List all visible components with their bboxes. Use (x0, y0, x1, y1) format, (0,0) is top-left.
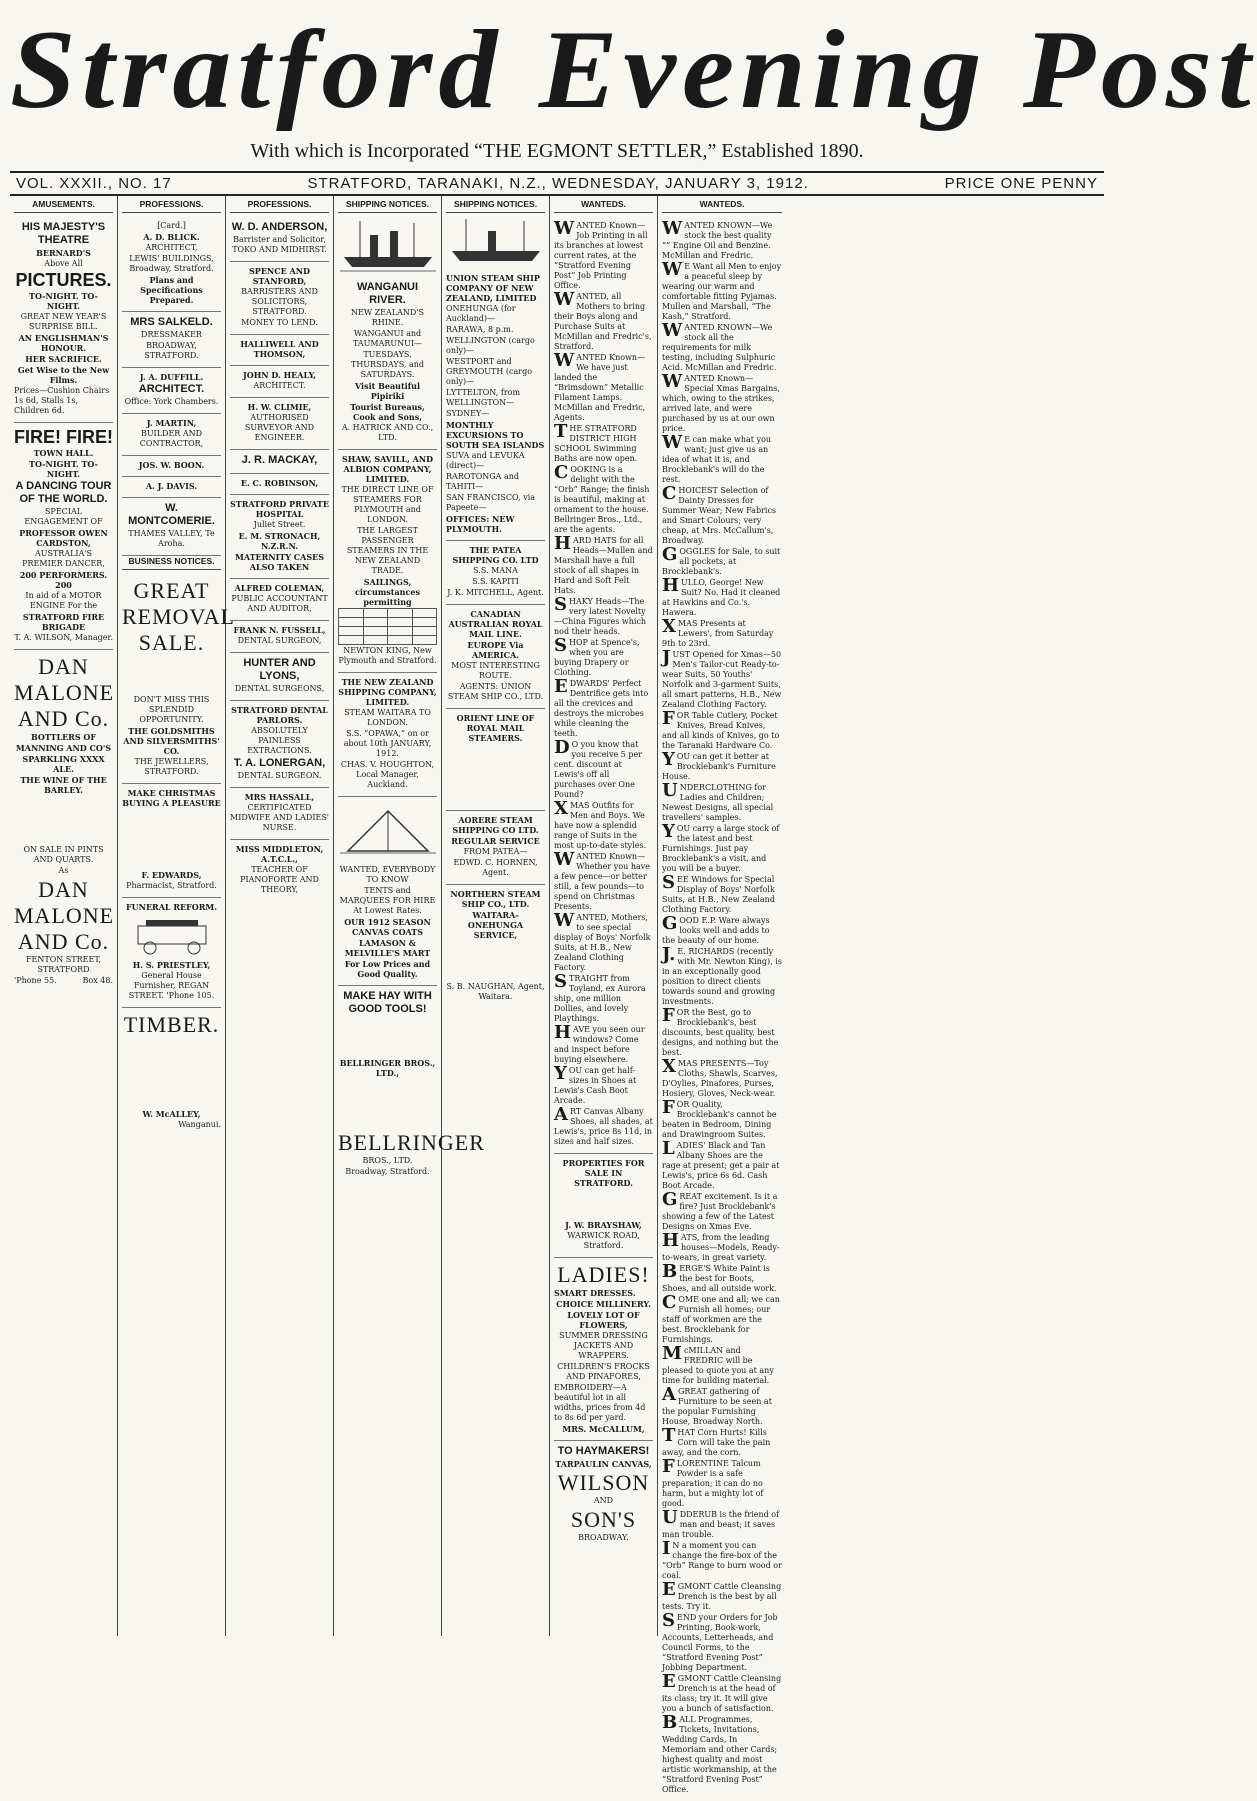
ad-headline: GREAT (133, 578, 210, 603)
classified-item: BALL Programmes, Tickets, Invitations, Wedding Cards, In Memoriam and other Cards; highest quality and most artistic workmanship, at the “Stratford Evening Post” Office. (662, 1712, 778, 1794)
blick-ad (122, 217, 221, 312)
place-date: STRATFORD, TARANAKI, N.Z., WEDNESDAY, JANUARY 3, 1912. (307, 175, 809, 192)
classified-item: WANTED KNOWN—We stock the best quality “” Engine Oil and Benzine. McMillan and Fredric. (662, 218, 773, 260)
ad-line: HER SACRIFICE. (25, 354, 102, 364)
ad-line: ARCHITECT. (253, 381, 306, 390)
ad-title: WANGANUI RIVER. (356, 281, 419, 306)
classified-item: WANTED Known—Whether you have a few pence—or better still, a few pounds—to spend on Christmas Presents. (554, 849, 651, 911)
ad-line: EDWD. C. HORNEN, Agent. (453, 858, 538, 877)
halliwell-ad (230, 335, 329, 366)
dental-parlors-ad (230, 701, 329, 788)
ad-title: TO HAYMAKERS! (557, 1445, 650, 1457)
ad-title: W. D. ANDERSON, (231, 221, 328, 233)
column-professions-2 (226, 196, 334, 1636)
ad-line: WAITARA-ONEHUNGA SERVICE, (467, 910, 524, 940)
classified-item: COME one and all; we can Furnish all homes; our staff of workmen are the best. Brocklebank for Furnishings. (662, 1292, 780, 1344)
ad-line: FENTON STREET, STRATFORD (25, 955, 102, 974)
ad-title: UNION STEAM SHIP COMPANY OF NEW ZEALAND, LIMITED (446, 273, 540, 303)
ad-line: S. B. NAUGHAN, Agent, Waitara. (446, 982, 545, 1001)
column-heading: AMUSEMENTS. (14, 199, 113, 213)
classified-item: AGREAT gathering of Furniture to be seen at the popular Furnishing House, Broadway North. (662, 1384, 772, 1426)
ad-title: MAKE CHRISTMAS BUYING A PLEASURE (122, 788, 221, 808)
ad-title: THE PATEA SHIPPING CO. LTD (452, 545, 539, 565)
column-wanteds-2 (658, 196, 786, 1794)
ad-line: BARRISTERS AND SOLICITORS, STRATFORD. (241, 287, 318, 316)
boon-ad (122, 456, 221, 477)
column-wanteds-1 (550, 196, 658, 1636)
classified-item: YOU can get half-sizes in Shoes at Lewis's Cash Boot Arcade. (554, 1063, 637, 1105)
climie-ad (230, 398, 329, 450)
ad-headline: REMOVAL (122, 604, 235, 629)
ad-line: EUROPE Via AMERICA. (467, 640, 524, 660)
classified-item: UNDERCLOTHING for Ladies and Children; Newest Designs, all special travellers' samples. (662, 780, 774, 822)
classified-item: COOKING is a delight with the “Orb” Range; the finish is beautiful, making at ornament to the house. Bellringer Bros., Ltd., are the agents. (554, 462, 650, 534)
ad-headline: SALE. (138, 630, 205, 655)
ad-line: Tourist Bureaus, Cook and Sons, (350, 402, 425, 422)
aorere-ad (446, 811, 545, 885)
classified-item: EDWARDS' Perfect Dentrifice gets into all the crevices and destroys the microbes while cleaning the teeth. (554, 676, 649, 738)
column-heading: BUSINESS NOTICES. (122, 556, 221, 570)
classified-item: UDDERUB is the friend of man and beast; it saves man trouble. (662, 1507, 780, 1539)
dan-malone-ad (14, 650, 113, 991)
classified-item: J.E. RICHARDS (recently with Mr. Newton King), is in an exceptionally good position to direct clients towards sound and growing investments. (662, 944, 782, 1006)
timber-ad (122, 1008, 221, 1136)
ad-line: LAMASON & MELVILLE'S MART (344, 938, 431, 958)
fussell-ad (230, 621, 329, 653)
ad-line: LEWIS' BUILDINGS, Broadway, Stratford. (129, 254, 214, 273)
anderson-ad (230, 217, 329, 262)
ad-line: Above All (44, 259, 83, 268)
classified-item: LADIES' Black and Tan Albany Shoes are the rage at present; get a pair at Lewis's, price 6s 6d. Cash Boot Arcade. (662, 1138, 780, 1190)
ad-line: 200 PERFORMERS. 200 (19, 570, 108, 590)
ad-line: RAROTONGA and TAHITI— (446, 472, 520, 491)
ad-line: DENTAL SURGEON, (237, 636, 322, 645)
ad-line: As (58, 866, 69, 875)
removal-sale-ad (122, 574, 235, 784)
ad-title: A. D. BLICK. (143, 232, 200, 242)
classified-item: YOU carry a large stock of the latest and best Furnishings. Just pay Brocklebank's a visit, and you will be a buyer. (662, 821, 780, 873)
ad-line: SAILINGS, circumstances permitting (355, 577, 420, 607)
hay-tools-ad (338, 986, 485, 1183)
dateline (10, 171, 1104, 196)
classified-item: WANTED, Mothers, to see special display of Boys' Norfolk Suits, at H.B., New Zealand Clothing Factory. (554, 910, 651, 972)
classified-item: XMAS PRESENTS—Toy Cloths, Shawls, Scarves, D'Oylies, Pinafores, Purses, Hosiery, Gloves, Neck-wear. (662, 1056, 778, 1098)
ad-title: W. MONTCOMERIE. (128, 502, 215, 527)
ad-line: [Card.] (157, 221, 186, 230)
ad-line: BUILDER AND CONTRACTOR, (139, 429, 204, 448)
ad-line: DENTAL SURGEON. (237, 771, 322, 780)
ad-line: CERTIFICATED MIDWIFE AND LADIES' NURSE. (230, 803, 329, 832)
ad-line: CHILDREN'S FROCKS AND PINAFORES, (557, 1362, 650, 1381)
classified-item: HATS, from the leading houses—Models, Ready-to-wears, in great variety. (662, 1230, 780, 1262)
ad-line: STRATFORD FIRE BRIGADE (22, 612, 105, 632)
ad-headline: DAN (38, 877, 89, 902)
column-shipping-2 (442, 196, 550, 1636)
ad-line: CHAS. V. HOUGHTON, Local Manager, Auckland. (340, 760, 435, 789)
ad-title: JOS. W. BOON. (138, 460, 205, 470)
ad-line: DON'T MISS THIS SPLENDID OPPORTUNITY. (133, 695, 210, 724)
ad-line: THE JEWELLERS, STRATFORD. (134, 757, 209, 776)
ad-title: ALFRED COLEMAN, (234, 583, 325, 593)
wanganui-river-ad (338, 277, 437, 450)
funeral-ad (122, 898, 221, 1008)
ad-line: SMART DRESSES. (554, 1288, 636, 1298)
classified-item: EGMONT Cattle Cleansing Drench is at the head of its class; try it. It will give you a bunch of satisfaction. (662, 1671, 782, 1713)
ad-title: THE NEW ZEALAND SHIPPING COMPANY, LIMITED. (338, 677, 437, 707)
classified-list (554, 217, 653, 1154)
ad-line: WARWICK ROAD, Stratford. (567, 1231, 640, 1250)
davis-ad (122, 477, 221, 498)
ad-line: MATERNITY CASES ALSO TAKEN (234, 552, 325, 572)
ad-title: AORERE STEAM SHIPPING CO LTD. (452, 815, 539, 835)
ad-title: SHAW, SAVILL, AND ALBION COMPANY, LIMITED. (341, 454, 434, 484)
ad-line: CHOICE MILLINERY. (556, 1299, 651, 1309)
classified-list (662, 217, 782, 1801)
ad-line: THE GOLDSMITHS AND SILVERSMITHS' CO. (123, 726, 220, 756)
ad-line: ON SALE IN PINTS AND QUARTS. (23, 845, 104, 864)
ad-title: FRANK N. FUSSELL, (233, 625, 326, 635)
ad-line: TOWN HALL. (33, 448, 94, 458)
ad-title: MRS SALKELD. (130, 316, 213, 328)
ad-line: OUR 1912 SEASON CANVAS COATS (344, 917, 431, 937)
duffill-ad (122, 368, 221, 414)
ad-title: PROPERTIES FOR SALE IN STRATFORD. (562, 1158, 645, 1188)
ad-line: BOTTLERS OF (30, 732, 97, 742)
ad-line: TENTS and MARQUEES FOR HIRE At Lowest Rates. (339, 886, 436, 915)
ad-line: WANTED, EVERYBODY TO KNOW (339, 865, 436, 884)
classified-item: SEND your Orders for Job Printing, Book-work, Accounts, Letterheads, and Council Forms, to the “Stratford Evening Post” Jobbing Department. (662, 1610, 778, 1672)
ad-title: MRS HASSALL, (244, 792, 315, 802)
classified-item: YOU can get it better at Brocklebank's Furniture House. (662, 749, 776, 781)
ad-headline: MALONE (14, 680, 115, 705)
classified-item: WANTED Known—We have just landed the “Brimsdown” Metallic Filament Lamps. McMillan and Fredric, Agents. (554, 350, 646, 422)
ad-title: E. C. ROBINSON, (240, 478, 319, 488)
ad-line: GREAT NEW YEAR'S SURPRISE BILL. (20, 312, 107, 331)
classified-item: WE can make what you want; just give us an idea of what it is, and Brocklebank's will do the rest. (662, 432, 772, 484)
ad-line: Pharmacist, Stratford. (126, 881, 217, 890)
ad-title: HALLIWELL AND THOMSON, (240, 339, 319, 359)
classified-item: WANTED Known—Special Xmas Bargains, which, owing to the strikes, arrived late, and were purchased by us at our own price. (662, 371, 780, 433)
ad-line: TUESDAYS, THURSDAYS, and SATURDAYS. (350, 350, 425, 379)
ad-title: CANADIAN AUSTRALIAN ROYAL MAIL LINE. (448, 609, 543, 639)
classified-item: SEE Windows for Special Display of Boys' Norfolk Suits, at H.B., New Zealand Clothing Factory. (662, 872, 775, 914)
coleman-ad (230, 579, 329, 621)
classified-item: GREAT excitement. Is it a fire? Just Brocklebank's showing a few of the Latest Designs on Xmas Eve. (662, 1189, 778, 1231)
ad-title: FUNERAL REFORM. (125, 902, 217, 912)
classified-item: THE STRATFORD DISTRICT HIGH SCHOOL Swimming Baths are now open. (554, 421, 638, 463)
brayshaw-ad (554, 1154, 653, 1258)
ad-line: A. HATRICK AND CO., LTD. (341, 423, 434, 442)
ad-title: HIS MAJESTY'S THEATRE (21, 221, 106, 246)
ad-line: Office: York Chambers. (124, 397, 219, 406)
classified-item: HARD HATS for all Heads—Mullen and Marshall have a full stock of all shapes in Hard and Soft Felt Hats. (554, 533, 653, 595)
ad-line: MONTHLY EXCURSIONS TO SOUTH SEA ISLANDS (446, 420, 545, 450)
ad-line: SPARKLING XXXX ALE. (22, 754, 105, 774)
ad-line: BERNARD'S (36, 248, 91, 258)
classified-item: SHAKY Heads—The very latest Novelty—China Figures which nod their heads. (554, 594, 647, 636)
classified-item: WANTED, all Mothers to bring their Boys along and Purchase Suits at McMillan and Fredric's, Stratford. (554, 289, 652, 351)
steamer-illustration (340, 217, 436, 273)
steamer-illustration (448, 217, 544, 265)
ad-line: SAN FRANCISCO, via Papeete— (446, 493, 536, 512)
northern-steam-ad (446, 885, 545, 1008)
ad-line: S.S. “OPAWA,” on or about 10th JANUARY, 1912. (343, 729, 432, 758)
ad-line: Wanganui. (178, 1120, 221, 1129)
hunter-ad (230, 653, 329, 701)
ad-line: E. M. STRONACH, N.Z.R.N. (238, 531, 321, 551)
ad-line: Get Wise to the New Films. (17, 365, 110, 385)
ad-line: STEAM WAITARA TO LONDON. (344, 708, 431, 727)
union-steam-ad (446, 269, 545, 541)
ad-line: WANGANUI and TAUMARUNUI— (352, 329, 423, 348)
classified-item: XMAS Outfits for Men and Boys. We have now a splendid range of Suits in the most up-to-date styles. (554, 798, 647, 850)
ad-line: MANNING AND CO'S (15, 743, 112, 753)
ad-line: SUVA and LEVUKA (direct)— (446, 451, 525, 470)
masthead (10, 6, 1257, 134)
column-amusements (10, 196, 118, 1636)
ad-line: WELLINGTON (cargo only)— (446, 336, 535, 355)
ad-line: AND (593, 1496, 614, 1505)
ad-line: F. EDWARDS, (141, 870, 202, 880)
ad-line: BROS., LTD. (362, 1156, 413, 1165)
ad-headline: TIMBER. (123, 1012, 220, 1037)
column-professions-1 (118, 196, 235, 1636)
classified-item: FOR the Best, go to Brocklebank's, best discounts, best quality, best designs, and nothing but the best. (662, 1005, 779, 1057)
orient-line-ad (446, 709, 545, 811)
ad-line: Barrister and Solicitor, TOKO AND MIDHIRST. (232, 235, 327, 254)
ad-line: Juliet Street. (253, 520, 306, 529)
ad-line: ARCHITECT. (138, 383, 205, 395)
classified-item: ART Canvas Albany Shoes, all shades, at Lewis's, price 8s 11d, in sizes and half sizes. (554, 1104, 653, 1146)
ad-line: A DANCING TOUR OF THE WORLD. (15, 480, 112, 505)
classified-item: HAVE you seen our windows? Come and inspect before buying elsewhere. (554, 1022, 645, 1064)
ad-line: THE WINE OF THE BARLEY. (20, 775, 107, 795)
ad-line: SYDNEY— (446, 409, 490, 418)
ad-line: H. S. PRIESTLEY, (132, 960, 211, 970)
ad-title: H. W. CLIMIE, (247, 402, 312, 412)
ad-headline: LADIES! (557, 1262, 650, 1287)
classified-item: FOR Table Cutlery, Pocket Knives, Bread Knives, and all kinds of Knives, go to the Taranaki Hardware Co. (662, 708, 780, 750)
mackay-ad (230, 450, 329, 474)
nz-shipping-ad (338, 673, 437, 797)
ad-line: BROADWAY, STRATFORD. (144, 341, 199, 360)
ad-line: RARAWA, 8 p.m. (446, 325, 514, 334)
ad-line: 'Phone 55. (14, 976, 57, 985)
ad-line: TARPAULIN CANVAS, (555, 1459, 652, 1469)
hospital-ad (230, 495, 329, 579)
hassall-ad (230, 788, 329, 840)
classified-item: WE Want all Men to enjoy a peaceful sleep by wearing our warm and comfortable fitting Pyjamas. Mullen and Marshall, “The Kash,” Stratford. (662, 259, 782, 321)
ad-headline: MALONE (14, 903, 115, 928)
ad-line: WESTPORT and GREYMOUTH (cargo only)— (446, 357, 533, 386)
ad-title: J. R. MACKAY, (241, 454, 318, 466)
ad-line: S.S. MANA (473, 566, 518, 575)
ad-line: REGULAR SERVICE (451, 836, 540, 846)
ad-line: J. K. MITCHELL, Agent. (447, 588, 544, 597)
column-heading: SHIPPING NOTICES. (338, 199, 437, 213)
martin-ad (122, 414, 221, 456)
classified-item: WANTED KNOWN—We stock all the requirements for milk testing, including Sulphuric Acid. McMillan and Fredric. (662, 320, 777, 372)
ad-line: ONEHUNGA (for Auckland)— (446, 304, 516, 323)
ad-line: NEW ZEALAND'S RHINE. (351, 308, 424, 327)
ad-headline: WILSON (557, 1470, 650, 1495)
ad-title: HUNTER AND LYONS, (243, 657, 316, 682)
spence-ad (230, 262, 329, 335)
classified-item: WANTED Known—Job Printing in all its branches at lowest current rates, at the “Stratford Evening Post” Job Printing Office. (554, 218, 648, 290)
ad-headline: PICTURES. (15, 270, 112, 290)
classified-item: FLORENTINE Talcum Powder is a safe preparation; it can do no harm, but a mighty lot of good. (662, 1456, 764, 1508)
ad-title: A. J. DAVIS. (145, 481, 198, 491)
ad-line: Prices—Cushion Chairs 1s 6d, Stalls 1s, Children 6d. (14, 386, 110, 415)
healy-ad (230, 366, 329, 398)
tent-illustration (340, 801, 436, 857)
ad-title: MISS MIDDLETON, A.T.C.L., (235, 844, 324, 864)
classified-item: SHOP at Spence's, when you are buying Drapery or Clothing. (554, 635, 640, 677)
ad-line: In aid of a MOTOR ENGINE For the (25, 591, 102, 610)
ad-line: NEWTON KING, New Plymouth and Stratford. (338, 646, 437, 665)
ad-line: SPECIAL ENGAGEMENT OF (24, 507, 103, 526)
ad-title: STRATFORD PRIVATE HOSPITAL (230, 499, 329, 519)
ad-line: LOVELY LOT OF FLOWERS, (567, 1310, 640, 1330)
ad-line: MONEY TO LEND. (241, 318, 318, 327)
ad-title: SPENCE AND STANFORD, (249, 266, 310, 286)
ad-line: TO-NIGHT. TO-NIGHT. (28, 459, 98, 479)
ad-line: DRESSMAKER (141, 330, 202, 339)
column-heading: PROFESSIONS. (122, 199, 221, 213)
hearse-illustration (132, 916, 212, 956)
ad-title: JOHN D. HEALY, (242, 370, 317, 380)
ad-headline: SON'S (570, 1507, 637, 1532)
ad-line: THE LARGEST PASSENGER STEAMERS IN THE NEW ZEALAND TRADE. (346, 526, 429, 575)
ad-line: AUSTRALIA'S PREMIER DANCER, (22, 549, 105, 568)
ad-line: PROFESSOR OWEN CARDSTON, (19, 528, 108, 548)
ad-title: J. A. DUFFILL. (139, 372, 204, 382)
fire-ad (14, 423, 113, 650)
ad-headline: DAN (38, 654, 89, 679)
volume-number: VOL. XXXII., NO. 17 (16, 175, 172, 192)
ad-title: STRATFORD DENTAL PARLORS. (231, 705, 328, 725)
ad-title: J. MARTIN, (146, 418, 197, 428)
ad-line: T. A. LONERGAN, (233, 757, 326, 769)
ad-line: S.S. KAPITI (472, 577, 519, 586)
classified-item: FOR Quality, Brocklebank's cannot be beaten in Bedroom, Dining and Drawingroom Suites. (662, 1097, 777, 1139)
tents-ad (338, 861, 437, 986)
classified-item: GOOD E.P. Ware always looks well and adds to the beauty of our home. (662, 913, 770, 945)
ad-line: OFFICES: NEW PLYMOUTH. (446, 514, 515, 534)
ad-line: THE DIRECT LINE OF STEAMERS FOR PLYMOUTH and LONDON. (341, 485, 434, 524)
salkeld-ad (122, 312, 221, 368)
ad-line: BROADWAY. (578, 1533, 629, 1542)
column-heading: PROFESSIONS. (230, 199, 329, 213)
ad-line: ABSOLUTELY PAINLESS EXTRACTIONS. (247, 726, 312, 755)
ad-line: For Low Prices and Good Quality. (344, 959, 431, 979)
ad-line: LYTTELTON, from WELLINGTON— (446, 388, 521, 407)
ad-line: FROM PATEA— (463, 847, 528, 856)
classified-item: GOGGLES for Sale, to suit all pockets, at Brocklebank's. (662, 544, 781, 576)
ad-line: TEACHER OF PIANOFORTE AND THEORY, (240, 865, 319, 894)
ad-line: PUBLIC ACCOUNTANT AND AUDITOR, (231, 594, 328, 613)
ad-line: Box 48. (82, 976, 113, 985)
classified-item: THAT Corn Hurts! Kills Corn will take the pain away, and the corn. (662, 1425, 771, 1457)
classified-item: BERGE'S White Paint is the best for Boots, Shoes, and all outside work. (662, 1261, 777, 1293)
ad-line: MRS. McCALLUM, (562, 1424, 645, 1434)
ad-line: MOST INTERESTING ROUTE. (451, 661, 540, 680)
ad-line: ARCHITECT, (145, 243, 198, 252)
newspaper-title: Stratford Evening Post (10, 7, 1257, 132)
ad-line: BELLRINGER BROS., LTD., (339, 1058, 436, 1078)
classified-item: CHOICEST Selection of Dainty Dresses for Summer Wear; New Fabrics and Smart Colours; very cheap, at Mrs. McCallum's, Broadway. (662, 483, 777, 545)
classified-item: McMILLAN and FREDRIC will be pleased to quote you at any time for building material. (662, 1343, 774, 1385)
ad-line: T. A. WILSON, Manager. (14, 633, 113, 642)
middleton-ad (230, 840, 329, 901)
classified-item: IN a moment you can change the fire-box of the “Orb” Range to burn wood or coal. (662, 1538, 782, 1580)
haymakers-ad (554, 1441, 653, 1549)
shaw-savill-ad (338, 450, 437, 673)
ad-line: TO-NIGHT. TO-NIGHT. (28, 291, 98, 311)
canadian-mail-ad (446, 605, 545, 709)
column-heading: SHIPPING NOTICES. (446, 199, 545, 213)
robinson-ad (230, 474, 329, 495)
ad-line: Broadway, Stratford. (345, 1167, 430, 1176)
classified-item: HULLO, George! New Suit? No. Had it cleaned at Hawkins and Co.'s. Hawera. (662, 575, 781, 617)
ad-line: AN ENGLISHMAN'S HONOUR. (18, 333, 109, 353)
ad-line: Visit Beautiful Pipiriki (354, 381, 420, 401)
patea-shipping-ad (446, 541, 545, 605)
ad-line: EMBROIDERY—A beautiful lot in all widths, prices from 4d to 8s 6d per yard. (554, 1383, 646, 1422)
ad-line: AUTHORISED SURVEYOR AND ENGINEER. (244, 413, 315, 442)
ad-headline: BELLRINGER (338, 1130, 485, 1155)
classified-item: DO you know that you receive 5 per cent. discount at Lewis's off all purchases over One Pound? (554, 737, 643, 799)
ad-line: General House Furnisher, REGAN STREET. 'Phone 105. (128, 971, 215, 1000)
classified-item: EGMONT Cattle Cleansing Drench is the best by all tests. Try it. (662, 1579, 782, 1611)
ad-headline: AND Co. (17, 706, 110, 731)
ad-title: ORIENT LINE OF ROYAL MAIL STEAMERS. (456, 713, 535, 743)
ad-line: Plans and Specifications Prepared. (140, 275, 203, 305)
sailings-table (338, 608, 437, 645)
classified-item: XMAS Presents at Lewers', from Saturday 9th to 23rd. (662, 616, 774, 648)
ad-line: W. McALLEY, (142, 1109, 201, 1119)
ad-line: THAMES VALLEY, Te Aroha. (128, 529, 215, 548)
ad-headline: AND Co. (17, 929, 110, 954)
column-heading: WANTEDS. (554, 199, 653, 213)
montcomerie-ad (122, 498, 221, 556)
classified-item: JUST Opened for Xmas—50 Men's Tailor-cut Ready-to-wear Suits, 50 Youths' Norfolk and 3-garment Suits, all smart patterns, H.B., New Zealand Clothing Factory. (662, 647, 782, 709)
ad-title: NORTHERN STEAM SHIP CO., LTD. (450, 889, 541, 909)
ad-line: SUMMER DRESSING JACKETS AND WRAPPERS. (559, 1331, 648, 1360)
classified-item: STRAIGHT from Toyland, ex Aurora ship, one million Dollies, and lovely Playthings. (554, 971, 646, 1023)
ladies-ad (554, 1258, 653, 1441)
incorporated-line: With which is Incorporated “THE EGMONT SETTLER,” Established 1890. (250, 140, 864, 162)
ad-line: J. W. BRAYSHAW, (565, 1220, 642, 1230)
price: PRICE ONE PENNY (944, 175, 1098, 192)
ad-line: AGENTS: UNION STEAM SHIP CO., LTD. (447, 682, 544, 701)
ad-headline: FIRE! FIRE! (14, 427, 113, 447)
theatre-ad (14, 217, 113, 423)
ad-title: MAKE HAY WITH GOOD TOOLS! (343, 990, 432, 1015)
ad-line: DENTAL SURGEONS, (234, 684, 325, 693)
edwards-ad (122, 784, 221, 898)
column-heading: WANTEDS. (662, 199, 782, 213)
columns (10, 196, 1104, 1794)
